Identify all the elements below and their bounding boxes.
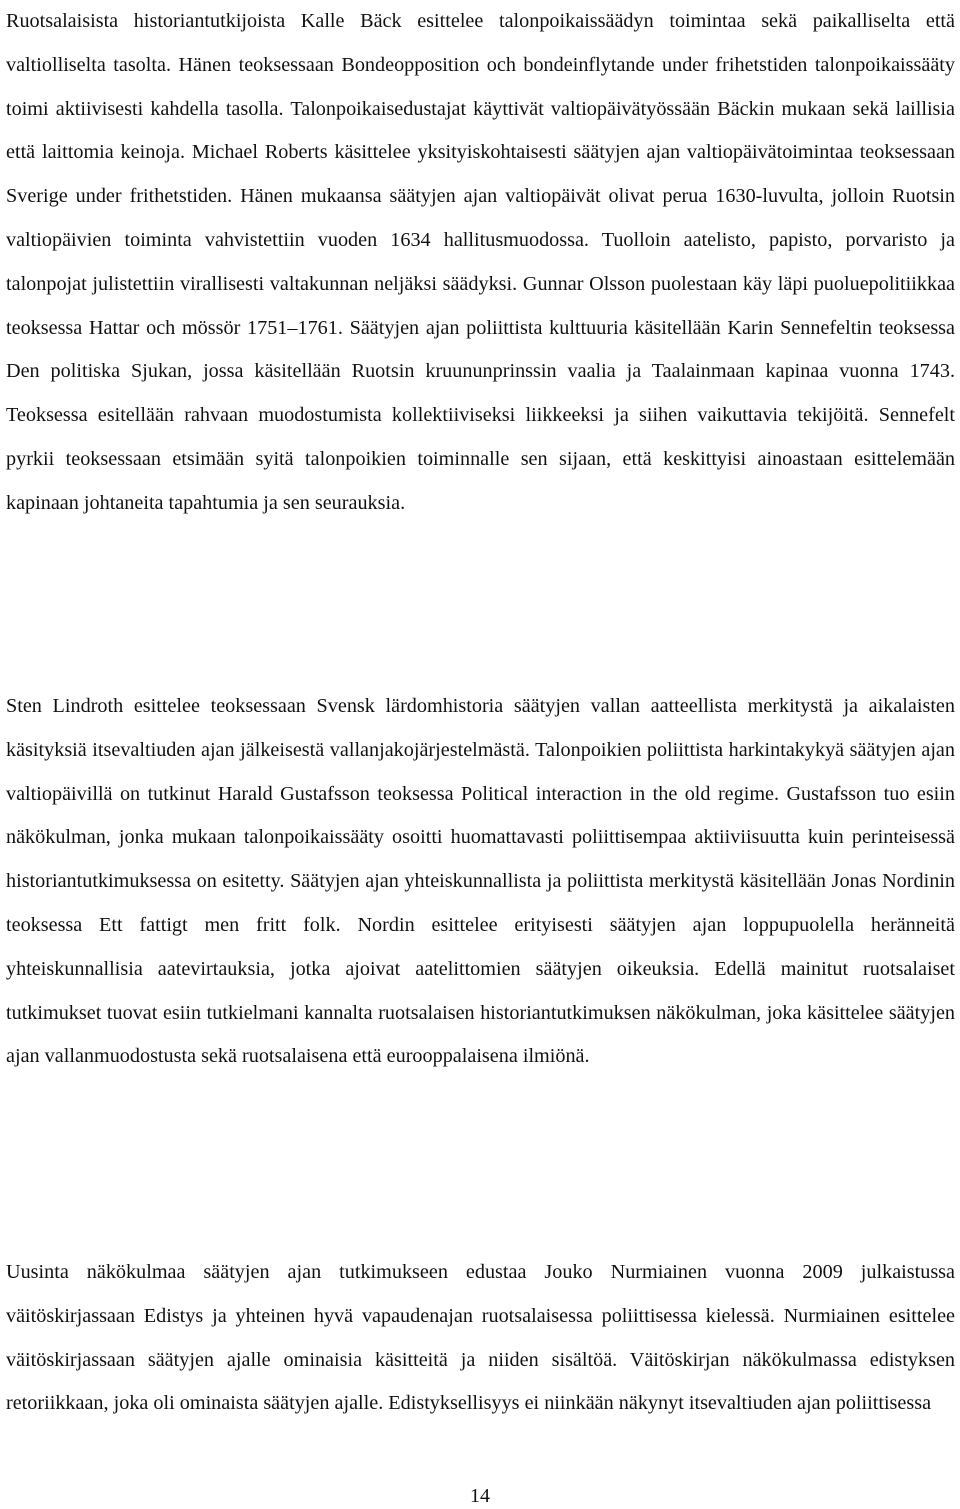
paragraph-swedish-historians: Ruotsalaisista historiantutkijoista Kalle Bäck esittelee talonpoikaissäädyn toimintaa sekä paikalliselta että valtiolliselta tasolta. Hänen teoksessaan Bondeopposition och bondeinflytande under frihetstiden talonpoikaissääty toimi aktiivisesti kahdella tasolla. Talonpoikaisedustajat käyttivät valtiopäivätyössään Bäckin mukaan sekä laillisia että laittomia keinoja. Michael Roberts käsittelee yksityiskohtaisesti säätyjen ajan valtiopäivätoimintaa teoksessaan Sverige under frithetstiden. Hänen mukaansa säätyjen ajan valtiopäivät olivat perua 1630-luvulta, jolloin Ruotsin valtiopäivien toiminta vahvistettiin vuoden 1634 hallitusmuodossa. Tuolloin aatelisto, papisto, porvaristo ja talonpojat julistettiin virallisesti valtakunnan neljäksi säädyksi. Gunnar Olsson puolestaan käy läpi puoluepolitiikkaa teoksessa Hattar och mössör 1751–1761. Säätyjen ajan poliittista kulttuuria käsitellään Karin Sennefeltin teoksessa Den politiska Sjukan, jossa käsitellään Ruotsin kruununprinssin vaalia ja Taalainmaan kapinaa vuonna 1743. Teoksessa esitellään rahvaan muodostumista kollektiiviseksi liikkeeksi ja siihen vaikuttavia tekijöitä. Sennefelt pyrkii teoksessaan etsimään syitä talonpoikien toiminnalle sen sijaan, että keskittyisi ainoastaan esittelemään kapinaan johtaneita tapahtumia ja sen seurauksia.: [6, 10, 955, 514]
paragraph-lindroth-gustafsson-nordin: Sten Lindroth esittelee teoksessaan Svensk lärdomhistoria säätyjen vallan aatteellista merkitystä ja aikalaisten käsityksiä itsevaltiuden ajan jälkeisestä vallanjakojärjestelmästä. Talonpoikien poliittista harkintakykyä säätyjen ajan valtiopäivillä on tutkinut Harald Gustafsson teoksessa Political interaction in the old regime. Gustafsson tuo esiin näkökulman, jonka mukaan talonpoikaissääty osoitti huomattavasti poliittisempaa aktiiviisuutta kuin perinteisessä historiantutkimuksessa on esitetty. Säätyjen ajan yhteiskunnallista ja poliittista merkitystä käsitellään Jonas Nordinin teoksessa Ett fattigt men fritt folk. Nordin esittelee erityisesti säätyjen ajan loppupuolella heränneitä yhteiskunnallisia aatevirtauksia, jotka ajoivat aatelittomien säätyjen oikeuksia. Edellä mainitut ruotsalaiset tutkimukset tuovat esiin tutkielmani kannalta ruotsalaisen historiantutkimuksen näkökulman, joka käsittelee säätyjen ajan vallanmuodostusta sekä ruotsalaisena että eurooppalaisena ilmiönä.: [6, 695, 955, 1068]
page-number: 14: [470, 1485, 490, 1507]
paragraph-nurmiainen: Uusinta näkökulmaa säätyjen ajan tutkimukseen edustaa Jouko Nurmiainen vuonna 2009 julkaistussa väitöskirjassaan Edistys ja yhteinen hyvä vapaudenajan ruotsalaisessa poliittisessa kielessä. Nurmiainen esittelee väitöskirjassaan säätyjen ajalle ominaisia käsitteitä ja niiden sisältöä. Väitöskirjan näkökulmassa edistyksen retoriikkaan, joka oli ominaista säätyjen ajalle. Edistyksellisyys ei niinkään näkynyt itsevaltiuden ajan poliittisessa: [6, 1261, 955, 1415]
